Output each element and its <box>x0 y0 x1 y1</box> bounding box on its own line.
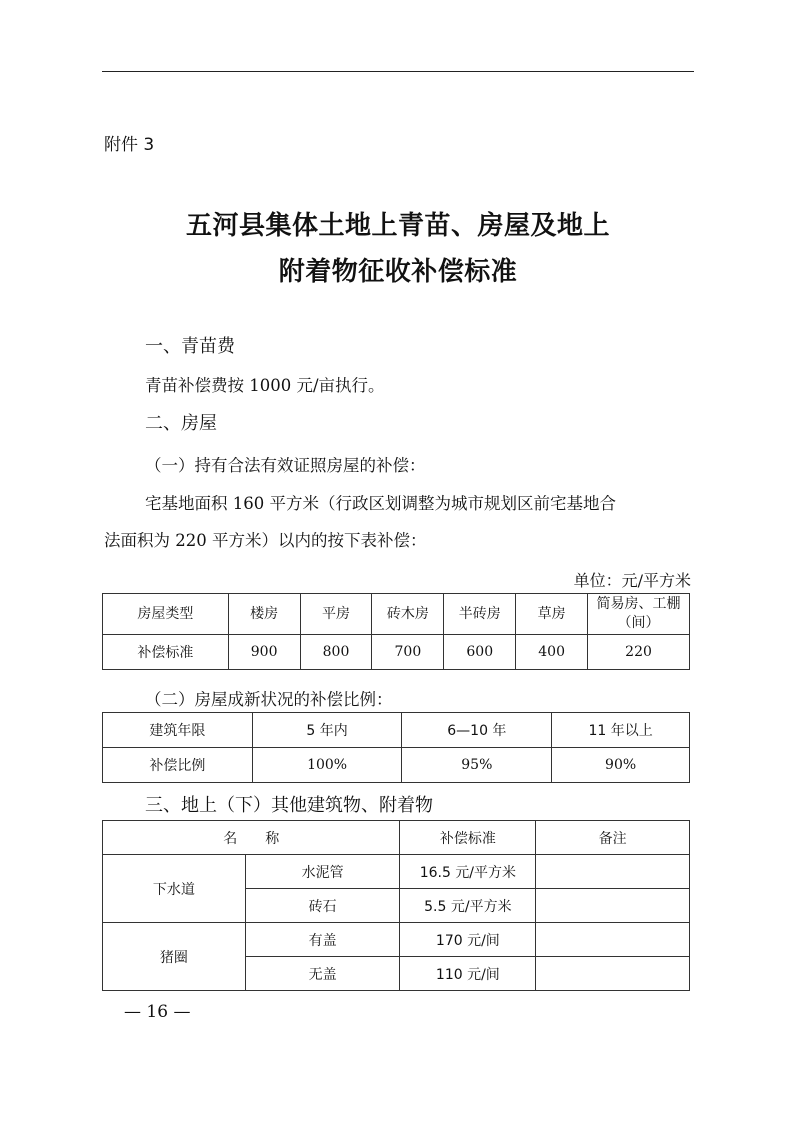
table-header-row <box>103 821 690 855</box>
table-cell: 11 年以上 <box>552 713 690 748</box>
table-cell: 700 <box>372 635 444 670</box>
table-cell: 900 <box>228 635 300 670</box>
table-cell: 110 元/间 <box>400 957 536 991</box>
table-cell: 下水道 <box>103 855 246 923</box>
table-cell: 400 <box>516 635 588 670</box>
table-cell: 建筑年限 <box>103 713 253 748</box>
table-cell: 草房 <box>516 594 588 635</box>
table-cell: 补偿标准 <box>103 635 229 670</box>
table-cell: 猪圈 <box>103 923 246 991</box>
table-cell: 6—10 年 <box>402 713 552 748</box>
table-cell: 16.5 元/平方米 <box>400 855 536 889</box>
attachments-compensation-table <box>102 820 690 991</box>
table-cell: 半砖房 <box>444 594 516 635</box>
table-cell: 水泥管 <box>245 855 400 889</box>
table-cell: 800 <box>300 635 372 670</box>
annex-label: 附件 3 <box>104 135 155 155</box>
table-cell: 220 <box>588 635 690 670</box>
table-row <box>103 748 690 783</box>
table-cell: 90% <box>552 748 690 783</box>
unit-label: 单位：元/平方米 <box>573 571 691 590</box>
table-cell <box>536 855 690 889</box>
house-compensation-table <box>102 593 690 670</box>
table-cell <box>536 923 690 957</box>
page-number: — 16 — <box>124 1002 191 1022</box>
header-rule <box>102 71 694 72</box>
depreciation-ratio-table <box>102 712 690 783</box>
table-cell: 600 <box>444 635 516 670</box>
table-cell: 无盖 <box>245 957 400 991</box>
table-cell: 100% <box>252 748 402 783</box>
table-cell: 5 年内 <box>252 713 402 748</box>
table-cell: 5.5 元/平方米 <box>400 889 536 923</box>
table-cell: 95% <box>402 748 552 783</box>
table-cell: 有盖 <box>245 923 400 957</box>
table-cell: 备注 <box>536 821 690 855</box>
section1-heading: 一、青苗费 <box>145 336 235 357</box>
section2-text-line2: 法面积为 220 平方米）以内的按下表补偿： <box>104 531 427 550</box>
table-cell: 平房 <box>300 594 372 635</box>
document-title-line2: 附着物征收补偿标准 <box>278 257 518 287</box>
table-cell: 楼房 <box>228 594 300 635</box>
section3-heading: 三、地上（下）其他建筑物、附着物 <box>145 795 433 816</box>
table-cell: 名 称 <box>103 821 400 855</box>
section1-text: 青苗补偿费按 1000 元/亩执行。 <box>145 376 385 395</box>
table-row <box>103 923 690 957</box>
table-cell: 补偿标准 <box>400 821 536 855</box>
table-cell: 简易房、工棚（间） <box>588 594 690 635</box>
table-cell: 170 元/间 <box>400 923 536 957</box>
table-header-row <box>103 713 690 748</box>
table-cell <box>536 889 690 923</box>
section2-text-line1: 宅基地面积 160 平方米（行政区划调整为城市规划区前宅基地合 <box>145 494 616 513</box>
section2-subheading2: （二）房屋成新状况的补偿比例： <box>145 690 393 709</box>
section2-subheading1: （一）持有合法有效证照房屋的补偿： <box>145 456 426 475</box>
table-cell: 砖木房 <box>372 594 444 635</box>
document-title-line1: 五河县集体土地上青苗、房屋及地上 <box>185 211 610 241</box>
table-cell: 房屋类型 <box>103 594 229 635</box>
table-header-row <box>103 594 690 635</box>
table-cell: 补偿比例 <box>103 748 253 783</box>
table-cell <box>536 957 690 991</box>
table-row <box>103 855 690 889</box>
section2-heading: 二、房屋 <box>145 413 217 434</box>
table-row <box>103 635 690 670</box>
table-cell: 砖石 <box>245 889 400 923</box>
